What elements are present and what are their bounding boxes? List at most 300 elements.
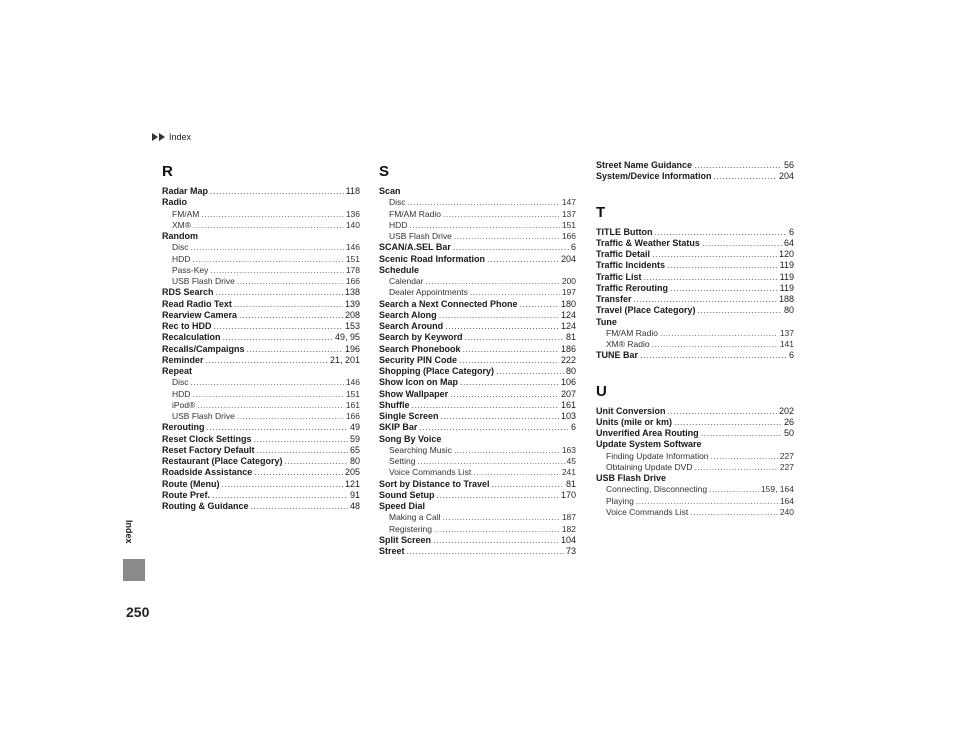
page-reference[interactable]: 91 — [349, 489, 360, 500]
index-term: USB Flash Drive — [172, 411, 235, 421]
page-reference[interactable]: 119 — [779, 271, 794, 282]
index-subentry[interactable] — [162, 242, 360, 253]
dot-leader — [636, 496, 778, 507]
dot-leader — [644, 272, 778, 283]
index-term: Making a Call — [389, 512, 441, 523]
dot-leader — [214, 321, 343, 332]
index-term: HDD — [172, 253, 191, 264]
index-entry[interactable] — [162, 422, 360, 433]
page-reference[interactable]: 45 — [566, 456, 576, 466]
index-term: Random — [162, 231, 198, 241]
index-entry[interactable] — [596, 350, 794, 361]
dot-leader — [670, 283, 778, 294]
index-term: Search Around — [379, 321, 444, 331]
page-reference[interactable]: 6 — [788, 226, 794, 237]
dot-leader — [443, 512, 560, 523]
page-reference[interactable]: 151 — [561, 219, 576, 230]
index-subentry[interactable] — [379, 209, 576, 220]
index-term: Playing — [606, 495, 634, 506]
index-subentry[interactable] — [162, 265, 360, 276]
page-reference[interactable]: 81 — [565, 332, 576, 343]
dot-leader — [702, 238, 782, 249]
dot-leader — [237, 276, 344, 287]
index-term: Recalls/Campaigns — [162, 343, 245, 354]
dot-leader — [408, 197, 560, 208]
index-term: FM/AM Radio — [389, 208, 441, 219]
page-reference[interactable]: 188 — [778, 294, 794, 304]
index-term: Street — [379, 546, 405, 556]
dot-leader — [453, 242, 569, 253]
index-entry[interactable] — [379, 242, 576, 253]
page-reference[interactable]: 106 — [560, 377, 576, 388]
index-term: Tune — [596, 316, 617, 327]
index-subentry[interactable] — [379, 287, 576, 298]
index-term: System/Device Information — [596, 171, 712, 182]
page-reference[interactable]: 200 — [561, 276, 576, 286]
page-reference[interactable]: 186 — [560, 343, 576, 354]
page-reference[interactable]: 161 — [345, 399, 360, 410]
index-entry[interactable] — [379, 546, 576, 557]
index-entry[interactable] — [379, 535, 576, 546]
breadcrumb — [152, 132, 191, 142]
dot-leader — [192, 389, 343, 400]
page-reference[interactable]: 180 — [560, 298, 576, 309]
index-entry[interactable] — [162, 434, 360, 445]
page-reference[interactable]: 124 — [560, 309, 576, 320]
index-term: XM® Radio — [606, 339, 650, 349]
index-entry — [379, 186, 576, 197]
page-reference[interactable]: 205 — [344, 467, 360, 478]
index-entry[interactable] — [596, 171, 794, 182]
page-reference[interactable]: 166 — [345, 276, 360, 286]
index-subentry[interactable] — [379, 231, 576, 242]
index-subentry[interactable] — [162, 389, 360, 400]
page-reference[interactable]: 166 — [345, 411, 360, 421]
index-subentry[interactable] — [379, 512, 576, 523]
index-subentry[interactable] — [596, 462, 794, 473]
index-subentry[interactable] — [379, 524, 576, 535]
page-reference[interactable]: 49, 95 — [334, 332, 360, 343]
index-term: HDD — [389, 219, 408, 230]
index-entry[interactable] — [379, 479, 576, 490]
page-reference[interactable]: 161 — [560, 399, 576, 410]
index-entry[interactable] — [379, 366, 576, 377]
index-term: Traffic Rerouting — [596, 282, 669, 293]
index-term: Travel (Place Category) — [596, 305, 696, 316]
dot-leader — [463, 344, 559, 355]
page-reference[interactable]: 204 — [560, 253, 576, 264]
page-reference[interactable]: 119 — [779, 282, 794, 293]
page-number: 250 — [126, 604, 150, 620]
dot-leader — [711, 451, 778, 462]
index-term: Search by Keyword — [379, 332, 463, 343]
page-reference[interactable]: 196 — [344, 343, 360, 354]
index-term: Update System Software — [596, 439, 702, 450]
index-entry — [596, 439, 794, 450]
index-term: Sort by Distance to Travel — [379, 478, 490, 489]
page-reference[interactable]: 208 — [344, 309, 360, 320]
page-reference[interactable]: 103 — [560, 411, 576, 421]
index-term: Disc — [172, 242, 189, 253]
page-reference[interactable]: 151 — [345, 388, 360, 399]
index-entry[interactable] — [379, 310, 576, 321]
index-term: Speed Dial — [379, 501, 426, 511]
page-reference[interactable]: 182 — [561, 523, 576, 534]
index-entry[interactable] — [162, 445, 360, 456]
index-entry — [379, 265, 576, 276]
index-subentry[interactable] — [379, 197, 576, 208]
dot-leader — [443, 209, 560, 220]
dot-leader — [487, 254, 559, 265]
dot-leader — [652, 249, 777, 260]
index-term: Street Name Guidance — [596, 160, 693, 170]
dot-leader — [285, 456, 348, 467]
index-entry[interactable] — [596, 283, 794, 294]
index-entry[interactable] — [379, 299, 576, 310]
index-term: HDD — [172, 388, 191, 399]
index-term: Units (mile or km) — [596, 416, 673, 427]
index-subentry[interactable] — [596, 328, 794, 339]
index-entry[interactable] — [379, 411, 576, 422]
index-entry[interactable] — [379, 344, 576, 355]
index-term: Show Wallpaper — [379, 388, 449, 399]
page-reference[interactable]: 159, 164 — [760, 484, 794, 495]
index-letter-heading: T — [596, 203, 606, 221]
dot-leader — [237, 411, 344, 422]
page-reference[interactable]: 80 — [783, 305, 794, 316]
page-reference[interactable]: 163 — [561, 444, 576, 455]
index-entry[interactable] — [379, 254, 576, 265]
index-subentry[interactable] — [379, 467, 576, 478]
index-entry[interactable] — [379, 389, 576, 400]
page-reference[interactable]: 151 — [345, 253, 360, 264]
index-term: Rerouting — [162, 422, 205, 433]
page-reference[interactable]: 166 — [561, 231, 576, 241]
index-entry — [162, 197, 360, 208]
index-term: Pass-Key — [172, 264, 209, 275]
dot-leader — [694, 160, 782, 171]
dot-leader — [454, 445, 560, 456]
index-term: USB Flash Drive — [389, 231, 452, 241]
index-term: Traffic List — [596, 271, 642, 282]
dot-leader — [193, 220, 344, 231]
index-term: Reset Clock Settings — [162, 433, 252, 444]
index-term: SKIP Bar — [379, 422, 418, 433]
dot-leader — [206, 355, 328, 366]
index-entry[interactable] — [596, 227, 794, 238]
page-reference[interactable]: 147 — [561, 197, 576, 208]
index-entry[interactable] — [596, 272, 794, 283]
page-reference[interactable]: 202 — [778, 405, 794, 416]
page-reference[interactable]: 64 — [783, 237, 794, 248]
dot-leader — [207, 422, 348, 433]
index-entry[interactable] — [596, 428, 794, 439]
dot-leader — [701, 428, 782, 439]
index-entry[interactable] — [379, 355, 576, 366]
index-entry[interactable] — [596, 406, 794, 417]
page-reference[interactable]: 118 — [345, 186, 360, 196]
page-reference[interactable]: 137 — [561, 208, 576, 219]
index-subentry[interactable] — [162, 209, 360, 220]
page-reference[interactable]: 137 — [779, 327, 794, 338]
dot-leader — [412, 400, 559, 411]
page-reference[interactable]: 146 — [345, 242, 360, 253]
index-subentry[interactable] — [162, 411, 360, 422]
index-term: iPod® — [172, 399, 196, 410]
index-term: Routing & Guidance — [162, 501, 249, 511]
page-reference[interactable]: 48 — [349, 501, 360, 511]
dot-leader — [652, 339, 778, 350]
page-reference[interactable]: 124 — [560, 321, 576, 331]
index-term: Searching Music — [389, 444, 452, 455]
index-entry[interactable] — [379, 321, 576, 332]
index-entry[interactable] — [162, 467, 360, 478]
page-reference[interactable]: 222 — [560, 354, 576, 365]
page-reference[interactable]: 240 — [779, 506, 794, 517]
index-entry — [379, 501, 576, 512]
dot-leader — [407, 546, 564, 557]
page-reference[interactable]: 6 — [788, 350, 794, 361]
page-reference[interactable]: 227 — [779, 461, 794, 472]
section-tab[interactable] — [123, 559, 145, 581]
page-reference[interactable]: 80 — [565, 366, 576, 376]
index-entry — [162, 366, 360, 377]
index-entry[interactable] — [596, 249, 794, 260]
dot-leader — [409, 220, 559, 231]
index-entry[interactable] — [379, 490, 576, 501]
dot-leader — [690, 507, 778, 518]
index-entry[interactable] — [162, 321, 360, 332]
page-reference[interactable]: 119 — [779, 260, 794, 271]
index-entry — [596, 317, 794, 328]
dot-leader — [459, 355, 559, 366]
index-entry[interactable] — [379, 332, 576, 343]
index-subentry[interactable] — [596, 496, 794, 507]
index-subentry[interactable] — [162, 276, 360, 287]
dot-leader — [254, 467, 343, 478]
index-term: Single Screen — [379, 411, 439, 421]
index-entry[interactable] — [596, 417, 794, 428]
index-subentry[interactable] — [162, 400, 360, 411]
index-term: Scenic Road Information — [379, 253, 486, 264]
dot-leader — [441, 411, 559, 422]
index-entry[interactable] — [162, 501, 360, 512]
index-entry[interactable] — [379, 377, 576, 388]
page-reference[interactable]: 21, 201 — [329, 354, 360, 365]
index-entry[interactable] — [596, 238, 794, 249]
index-term: Unverified Area Routing — [596, 428, 699, 438]
index-subentry[interactable] — [379, 445, 576, 456]
index-entry[interactable] — [162, 456, 360, 467]
index-entry — [379, 434, 576, 445]
page-reference[interactable]: 170 — [560, 489, 576, 500]
section-spacer — [596, 362, 794, 380]
dot-leader — [496, 366, 564, 377]
page-reference[interactable]: 136 — [345, 208, 360, 219]
index-subentry[interactable] — [379, 220, 576, 231]
index-subentry[interactable] — [162, 377, 360, 388]
page-reference[interactable]: 241 — [561, 467, 576, 478]
dot-leader — [419, 422, 569, 433]
index-subentry[interactable] — [162, 254, 360, 265]
index-entry — [162, 231, 360, 242]
page-reference[interactable]: 141 — [779, 339, 794, 349]
index-term: Roadside Assistance — [162, 467, 253, 478]
index-term: Split Screen — [379, 534, 432, 545]
index-entry[interactable] — [162, 490, 360, 501]
index-term: Connecting, Disconnecting — [606, 484, 708, 495]
dot-leader — [709, 484, 759, 495]
dot-leader — [520, 299, 559, 310]
index-subentry[interactable] — [162, 220, 360, 231]
dot-leader — [433, 535, 559, 546]
page-reference[interactable]: 138 — [344, 287, 360, 298]
page-reference[interactable]: 6 — [570, 422, 576, 433]
arrow-icon — [152, 133, 158, 141]
dot-leader — [470, 287, 560, 298]
page-reference[interactable]: 65 — [349, 444, 360, 455]
page-reference[interactable]: 178 — [345, 264, 360, 275]
page-reference[interactable]: 81 — [565, 478, 576, 489]
index-term: Repeat — [162, 366, 193, 376]
index-entry[interactable] — [596, 260, 794, 271]
index-term: USB Flash Drive — [596, 473, 667, 483]
page-reference[interactable]: 73 — [565, 546, 576, 556]
index-letter-heading: R — [162, 163, 173, 180]
index-term: FM/AM — [172, 208, 200, 219]
dot-leader — [492, 479, 564, 490]
index-term: Calendar — [389, 276, 424, 286]
page-reference[interactable]: 26 — [783, 416, 794, 427]
page-reference[interactable]: 187 — [561, 512, 576, 523]
index-term: Read Radio Text — [162, 298, 232, 309]
index-subentry[interactable] — [379, 456, 576, 467]
index-term: Traffic & Weather Status — [596, 237, 700, 248]
dot-leader — [437, 490, 559, 501]
dot-leader — [191, 242, 344, 253]
index-letter-heading: S — [379, 163, 390, 180]
dot-leader — [473, 467, 560, 478]
index-term: Rec to HDD — [162, 321, 212, 331]
index-entry[interactable] — [162, 355, 360, 366]
index-column-1 — [162, 160, 360, 512]
page-reference[interactable]: 153 — [344, 321, 360, 331]
dot-leader — [445, 321, 559, 332]
page-reference[interactable]: 80 — [349, 456, 360, 466]
dot-leader — [454, 231, 560, 242]
index-entry[interactable] — [596, 294, 794, 305]
dot-leader — [247, 344, 343, 355]
index-entry[interactable] — [162, 287, 360, 298]
index-subentry[interactable] — [379, 276, 576, 287]
page-reference[interactable]: 207 — [560, 388, 576, 399]
dot-leader — [698, 305, 782, 316]
index-term: XM® — [172, 219, 192, 230]
index-term: Obtaining Update DVD — [606, 461, 693, 472]
index-term: Schedule — [379, 264, 420, 275]
index-term: Search a Next Connected Phone — [379, 298, 518, 309]
index-term: Route (Menu) — [162, 478, 220, 489]
dot-leader — [210, 186, 344, 197]
dot-leader — [674, 417, 782, 428]
index-entry[interactable] — [162, 310, 360, 321]
index-term: Search Phonebook — [379, 343, 461, 354]
page-reference[interactable]: 50 — [783, 428, 794, 438]
index-entry[interactable] — [596, 160, 794, 171]
page-reference[interactable]: 227 — [779, 450, 794, 461]
index-term: Finding Update Information — [606, 450, 709, 461]
page-reference[interactable]: 6 — [570, 242, 576, 253]
dot-leader — [660, 328, 778, 339]
index-term: Setting — [389, 456, 416, 466]
index-term: Search Along — [379, 309, 437, 320]
page-reference[interactable]: 104 — [560, 534, 576, 545]
dot-leader — [667, 260, 778, 271]
page-reference[interactable]: 146 — [345, 377, 360, 388]
page-reference[interactable]: 59 — [349, 433, 360, 444]
index-subentry[interactable] — [596, 451, 794, 462]
dot-leader — [239, 310, 343, 321]
index-subentry[interactable] — [596, 484, 794, 495]
index-term: TUNE Bar — [596, 350, 639, 361]
index-entry[interactable] — [379, 400, 576, 411]
page-reference[interactable]: 56 — [783, 160, 794, 170]
page-reference[interactable]: 121 — [344, 478, 360, 489]
dot-leader — [216, 287, 343, 298]
dot-leader — [634, 294, 777, 305]
index-entry[interactable] — [162, 186, 360, 197]
index-term: Shopping (Place Category) — [379, 366, 495, 376]
dot-leader — [257, 445, 348, 456]
side-section-label: Index — [124, 520, 134, 544]
index-subentry[interactable] — [596, 507, 794, 518]
page-reference[interactable]: 204 — [778, 171, 794, 182]
dot-leader — [450, 389, 559, 400]
index-entry[interactable] — [162, 332, 360, 343]
index-term: Route Pref. — [162, 489, 211, 500]
dot-leader — [254, 434, 348, 445]
index-term: Reminder — [162, 354, 204, 365]
dot-leader — [417, 456, 564, 467]
index-term: Voice Commands List — [606, 506, 689, 517]
dot-leader — [640, 350, 787, 361]
index-term: Transfer — [596, 294, 632, 304]
index-term: Rearview Camera — [162, 309, 238, 320]
index-term: TITLE Button — [596, 226, 653, 237]
index-subentry[interactable] — [596, 339, 794, 350]
dot-leader — [192, 254, 343, 265]
index-entry[interactable] — [379, 422, 576, 433]
page-reference[interactable]: 139 — [344, 298, 360, 309]
index-entry[interactable] — [162, 299, 360, 310]
page-reference[interactable]: 49 — [349, 422, 360, 433]
index-term: Radio — [162, 197, 188, 208]
index-letter-heading: U — [596, 382, 607, 400]
dot-leader — [234, 299, 343, 310]
page-reference[interactable]: 197 — [561, 287, 576, 298]
index-entry[interactable] — [162, 344, 360, 355]
page-reference[interactable]: 120 — [778, 249, 794, 259]
dot-leader — [465, 332, 564, 343]
dot-leader — [222, 479, 343, 490]
page-reference[interactable]: 164 — [779, 495, 794, 506]
dot-leader — [191, 377, 344, 388]
page-reference[interactable]: 140 — [345, 219, 360, 230]
dot-leader — [654, 227, 787, 238]
index-entry[interactable] — [596, 305, 794, 316]
index-entry[interactable] — [162, 479, 360, 490]
index-term: Song By Voice — [379, 433, 442, 444]
